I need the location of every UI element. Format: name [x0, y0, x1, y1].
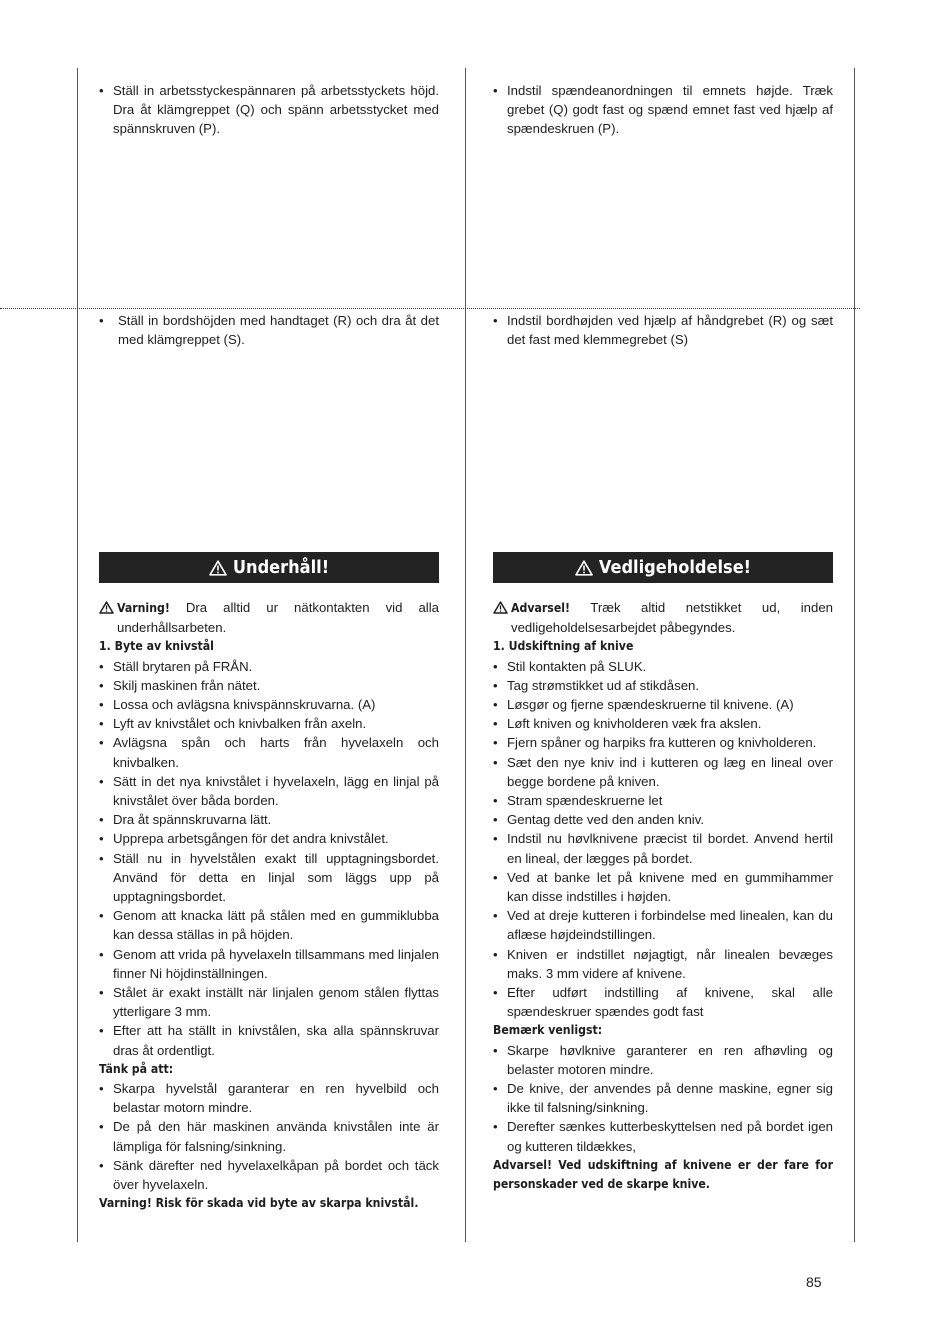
da-final-warning: Advarsel! Ved udskiftning af knivene er der fare for personskader ved de skarpe knive.: [493, 1157, 833, 1192]
list-item: • Løft kniven og knivholderen væk fra akslen.: [493, 714, 833, 733]
sv-subheading-1: 1. Byte av knivstål: [99, 639, 214, 654]
list-item: • Dra åt spännskruvarna lätt.: [99, 810, 439, 829]
da-mid-section: [493, 311, 833, 349]
list-item: • Genom att vrida på hyvelaxeln tillsammans med linjalen finner Ni höjdinställningen.: [99, 945, 439, 983]
sv-subheading-2: Tänk på att:: [99, 1061, 174, 1076]
sv-mid-section: [99, 311, 439, 349]
list-item: • Indstil spændeanordningen til emnets højde. Træk grebet (Q) godt fast og spænd emnet fast ved hjælp af spændeskruen (P).: [493, 81, 833, 139]
list-item: • De på den här maskinen använda knivstålen inte är lämpliga för falsning/sinkning.: [99, 1117, 439, 1155]
list-item: • Efter att ha ställt in knivstålen, ska alla spännskruvar dras åt ordentligt.: [99, 1021, 439, 1059]
list-item: • Fjern spåner og harpiks fra kutteren og knivholderen.: [493, 733, 833, 752]
list-item: • Løsgør og fjerne spændeskruerne til knivene. (A): [493, 695, 833, 714]
da-header-title: Vedligeholdelse!: [598, 557, 752, 578]
list-item: • Indstil nu høvlknivene præcist til bordet. Anvend hertil en lineal, der lægges på bordet.: [493, 829, 833, 867]
list-item: • Stålet är exakt inställt när linjalen genom stålen flyttas ytterligare 3 mm.: [99, 983, 439, 1021]
list-item: • Ställ in arbetsstyckespännaren på arbetsstyckets höjd. Dra åt klämgreppet (Q) och spänn arbetsstycket med spännskruven (P).: [99, 81, 439, 139]
da-maintenance-section: [493, 598, 833, 1194]
list-item: • Ved at dreje kutteren i forbindelse med linealen, kan du aflæse højdeindstillingen.: [493, 906, 833, 944]
sv-mid-list: [99, 311, 439, 349]
list-item: • Lyft av knivstålet och knivbalken från axeln.: [99, 714, 439, 733]
list-item: • Tag strømstikket ud af stikdåsen.: [493, 676, 833, 695]
column-divider-middle: [465, 68, 466, 1242]
da-steps-list: [493, 657, 833, 1022]
da-top-section: [493, 81, 833, 139]
da-subheading-2: Bemærk venligst:: [493, 1023, 603, 1038]
da-maintenance-header: [493, 552, 833, 583]
list-item: • Sänk därefter ned hyvelaxelkåpan på bordet och täck över hyvelaxeln.: [99, 1156, 439, 1194]
list-item: • Indstil bordhøjden ved hjælp af håndgrebet (R) og sæt det fast med klemmegrebet (S): [493, 311, 833, 349]
da-warning-text: Træk altid netstikket ud, inden vedligeholdelsesarbejdet påbegyndes.: [511, 600, 833, 636]
list-item: • Stil kontakten på SLUK.: [493, 657, 833, 676]
list-item: • Avlägsna spån och harts från hyvelaxeln och knivbalken.: [99, 733, 439, 771]
list-item: • Gentag dette ved den anden kniv.: [493, 810, 833, 829]
list-item: • Stram spændeskruerne let: [493, 791, 833, 810]
sv-warning-label: Varning!: [117, 601, 170, 615]
section-separator: [0, 308, 860, 309]
da-top-list: [493, 81, 833, 139]
sv-warning-text: Dra alltid ur nätkontakten vid alla underhållsarbeten.: [117, 600, 439, 636]
sv-steps-list: [99, 657, 439, 1060]
sv-final-warning: Varning! Risk för skada vid byte av skarpa knivstål.: [99, 1196, 419, 1211]
list-item: • Ställ nu in hyvelstålen exakt till upptagningsbordet. Använd för detta en linjal som läggs upp på upptagningsbordet.: [99, 849, 439, 907]
sv-top-list: [99, 81, 439, 139]
sv-top-section: [99, 81, 439, 139]
list-item: • Efter udført indstilling af knivene, skal alle spændeskruer spændes godt fast: [493, 983, 833, 1021]
list-item: • Lossa och avlägsna knivspännskruvarna. (A): [99, 695, 439, 714]
list-item: • Kniven er indstillet nøjagtigt, når linealen bevæges maks. 3 mm videre af knivene.: [493, 945, 833, 983]
warning-triangle-icon: [209, 560, 227, 576]
list-item: • Skilj maskinen från nätet.: [99, 676, 439, 695]
warning-triangle-icon: [575, 560, 593, 576]
list-item: • De knive, der anvendes på denne maskine, egner sig ikke til falsning/sinkning.: [493, 1079, 833, 1117]
list-item: • Skarpa hyvelstål garanterar en ren hyvelbild och belastar motorn mindre.: [99, 1079, 439, 1117]
list-item: • Ställ brytaren på FRÅN.: [99, 657, 439, 676]
da-mid-list: [493, 311, 833, 349]
list-item: • Ved at banke let på knivene med en gummihammer kan disse indstilles i højden.: [493, 868, 833, 906]
list-item: • Sæt den nye kniv ind i kutteren og læg en lineal over begge bordene på kniven.: [493, 753, 833, 791]
sv-maintenance-section: [99, 598, 439, 1214]
sv-warning: [99, 598, 439, 637]
warning-triangle-icon: [99, 601, 114, 614]
list-item: • Genom att knacka lätt på stålen med en gummiklubba kan dessa ställas in på höjden.: [99, 906, 439, 944]
list-item: • Ställ in bordshöjden med handtaget (R) och dra åt det med klämgreppet (S).: [99, 311, 439, 349]
column-divider-left: [77, 68, 78, 1242]
list-item: • Derefter sænkes kutterbeskyttelsen ned på bordet igen og kutteren tildækkes,: [493, 1117, 833, 1155]
sv-header-title: Underhåll!: [232, 557, 330, 578]
page-number: 85: [806, 1274, 822, 1290]
da-subheading-1: 1. Udskiftning af knive: [493, 639, 634, 654]
da-warning-label: Advarsel!: [511, 601, 571, 615]
da-warning: [493, 598, 833, 637]
sv-notes-list: [99, 1079, 439, 1194]
column-divider-right: [854, 68, 855, 1242]
list-item: • Skarpe høvlknive garanterer en ren afhøvling og belaster motoren mindre.: [493, 1041, 833, 1079]
list-item: • Sätt in det nya knivstålet i hyvelaxeln, lägg en linjal på knivstålet över båda borden.: [99, 772, 439, 810]
da-notes-list: [493, 1041, 833, 1156]
warning-triangle-icon: [493, 601, 508, 614]
list-item: • Upprepa arbetsgången för det andra knivstålet.: [99, 829, 439, 848]
sv-maintenance-header: [99, 552, 439, 583]
